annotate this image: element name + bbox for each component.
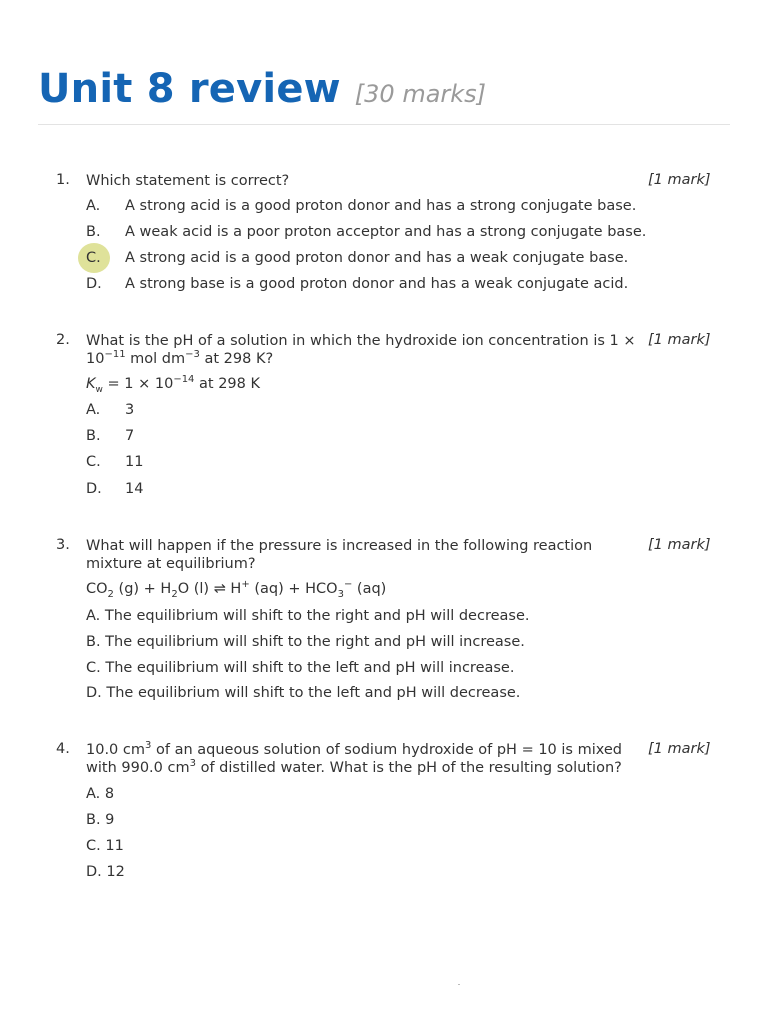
option-text: A strong acid is a good proton donor and has a strong conjugate base. bbox=[125, 198, 637, 214]
question-mark: [1 mark] bbox=[648, 537, 711, 553]
option-letter: B. bbox=[86, 428, 101, 444]
option-text: A weak acid is a poor proton acceptor and has a strong conjugate base. bbox=[125, 224, 647, 240]
question-mark: [1 mark] bbox=[648, 172, 711, 188]
question-number: 1. bbox=[56, 172, 70, 188]
option-letter: C. bbox=[86, 250, 101, 266]
page-title: Unit 8 review bbox=[38, 66, 341, 112]
option-text: A strong base is a good proton donor and has a weak conjugate acid. bbox=[125, 276, 629, 292]
question-text: 10.0 $cm^3$ of an aqueous solution of sodium hydroxide of pH = 10 is mixed with 990.0 $cm^3$ of distilled water. What is the pH of the resulting solution? bbox=[86, 740, 622, 776]
option-text: 7 bbox=[125, 428, 135, 444]
option-text: C. The equilibrium will shift to the left and pH will increase. bbox=[86, 660, 515, 676]
option-letter: D. bbox=[86, 276, 102, 292]
option-text: 14 bbox=[125, 481, 144, 497]
option-text: A strong acid is a good proton donor and has a weak conjugate base. bbox=[125, 250, 629, 266]
option-letter: A. bbox=[86, 402, 101, 418]
page-mark bbox=[458, 984, 460, 985]
question-mark: [1 mark] bbox=[648, 741, 711, 757]
option-text: B. The equilibrium will shift to the right and pH will increase. bbox=[86, 634, 525, 650]
kw-constant: $K_w = 1 \times 10^{-14}$ at 298 K bbox=[86, 374, 261, 395]
page-header bbox=[38, 66, 486, 112]
question-text: Which statement is correct? bbox=[86, 173, 290, 189]
question-number: 2. bbox=[56, 332, 70, 348]
option-letter: B. bbox=[86, 224, 101, 240]
question-mark: [1 mark] bbox=[648, 332, 711, 348]
total-marks: [30 marks] bbox=[354, 80, 487, 108]
option-text: B. 9 bbox=[86, 812, 115, 828]
option-text: D. The equilibrium will shift to the left and pH will decrease. bbox=[86, 685, 521, 701]
question-number: 4. bbox=[56, 741, 70, 757]
question-text: What is the pH of a solution in which the hydroxide ion concentration is $1 \times 10^{-11}$ mol $dm^{-3}$ at 298 K? bbox=[86, 333, 636, 367]
question-text: What will happen if the pressure is increased in the following reaction mixture at equilibrium? bbox=[86, 538, 593, 572]
option-letter: C. bbox=[86, 454, 101, 470]
option-text: 3 bbox=[125, 402, 135, 418]
reaction-equation: $CO_2$ $(g) + H_2O$ (l) ⇌ H+ $(aq) + HCO_3^-$ (aq) bbox=[86, 579, 387, 600]
option-letter: D. bbox=[86, 481, 102, 497]
option-letter: A. bbox=[86, 198, 101, 214]
option-text: 11 bbox=[125, 454, 144, 470]
header-divider bbox=[38, 124, 730, 125]
option-text: D. 12 bbox=[86, 864, 125, 880]
option-text: C. 11 bbox=[86, 838, 124, 854]
option-text: A. 8 bbox=[86, 786, 115, 802]
question-number: 3. bbox=[56, 537, 70, 553]
option-text: A. The equilibrium will shift to the right and pH will decrease. bbox=[86, 608, 530, 624]
